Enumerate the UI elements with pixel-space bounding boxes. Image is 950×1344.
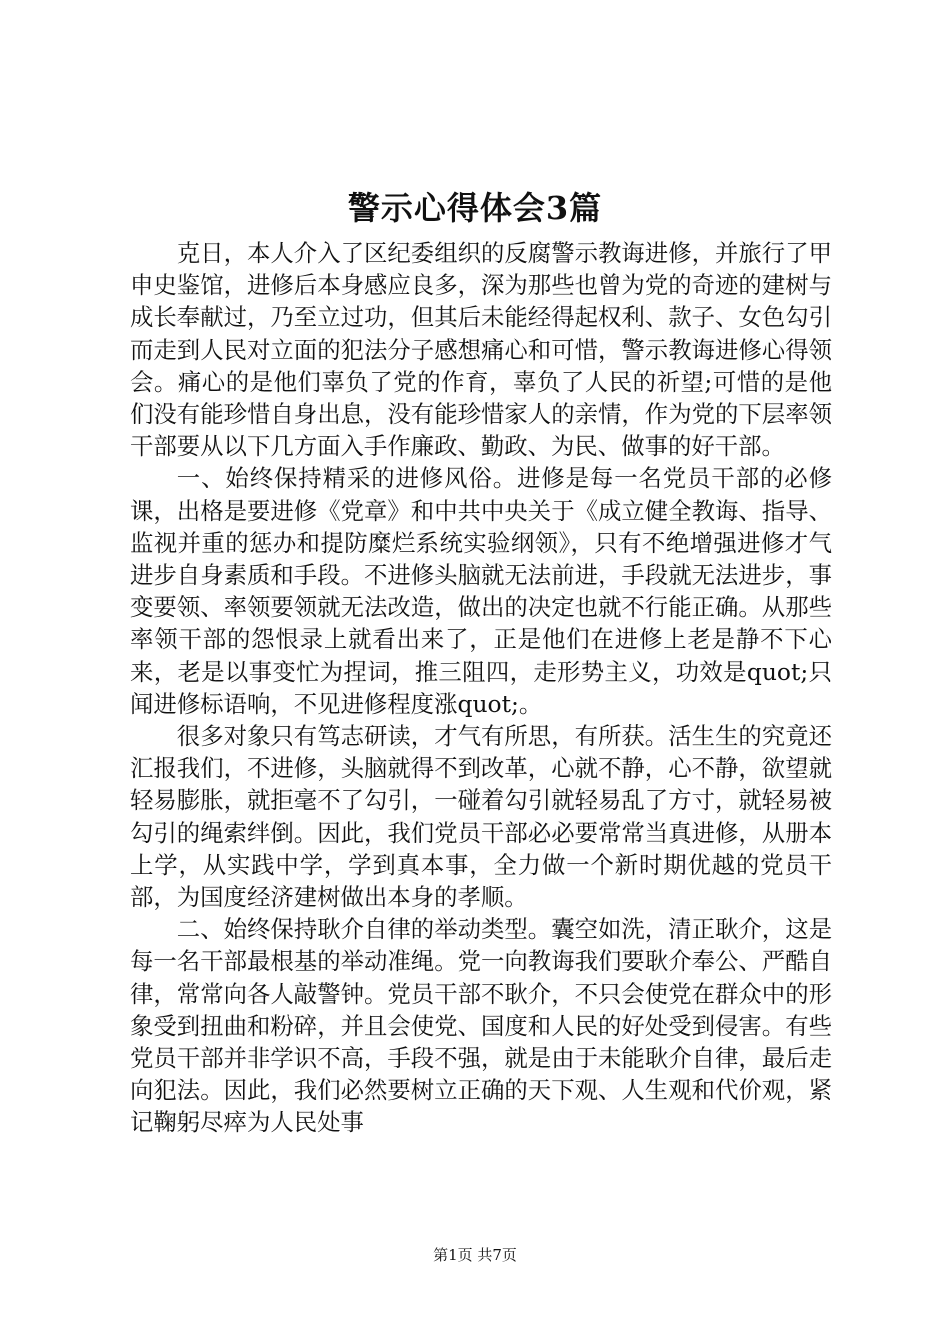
paragraph-study-habit: 一、始终保持精采的进修风俗。进修是每一名党员干部的必修课，出格是要进修《党章》和中共中央关于《成立健全教诲、指导、监视并重的惩办和提防糜烂系统实验纲领》，只有不绝增强进修才气进步自身素质和手段。不进修头脑就无法前进，手段就无法进步，事变要领、率领要领就无法改造，做出的决定也就不行能正确。从那些率领干部的怨恨录上就看出来了，正是他们在进修上老是静不下心来，老是以事变忙为捏词，推三阻四，走形势主义，功效是quot;只闻进修标语响，不见进修程度涨quot;。: [130, 464, 832, 718]
paragraph-study-benefit: 很多对象只有笃志研读，才气有所思，有所获。活生生的究竟还汇报我们，不进修，头脑就得不到改革，心就不静，心不静，欲望就轻易膨胀，就拒毫不了勾引，一碰着勾引就轻易乱了方寸，就轻易被勾引的绳索绊倒。因此，我们党员干部必必要常常当真进修，从册本上学，从实践中学，学到真本事，全力做一个新时期优越的党员干部，为国度经济建树做出本身的孝顺。: [130, 722, 832, 912]
page-number-footer: 第1页 共7页: [433, 1246, 517, 1264]
document-title: 警示心得体会3篇: [347, 189, 603, 227]
document-body: [130, 237, 832, 1139]
paragraph-integrity: 二、始终保持耿介自律的举动类型。囊空如洗，清正耿介，这是每一名干部最根基的举动准绳。党一向教诲我们要耿介奉公、严酷自律，常常向各人敲警钟。党员干部不耿介，不只会使党在群众中的形象受到扭曲和粉碎，并且会使党、国度和人民的好处受到侵害。有些党员干部并非学识不高，手段不强，就是由于未能耿介自律，最后走向犯法。因此，我们必然要树立正确的天下观、人生观和代价观，紧记鞠躬尽瘁为人民处事: [130, 915, 832, 1137]
paragraph-intro: 克日，本人介入了区纪委组织的反腐警示教诲进修，并旅行了甲申史鉴馆，进修后本身感应良多，深为那些也曾为党的奇迹的建树与成长奉献过，乃至立过功，但其后未能经得起权利、款子、女色勾引而走到人民对立面的犯法分子感想痛心和可惜，警示教诲进修心得领会。痛心的是他们辜负了党的作育，辜负了人民的祈望;可惜的是他们没有能珍惜自身出息，没有能珍惜家人的亲情，作为党的下层率领干部要从以下几方面入手作廉政、勤政、为民、做事的好干部。: [130, 239, 832, 461]
